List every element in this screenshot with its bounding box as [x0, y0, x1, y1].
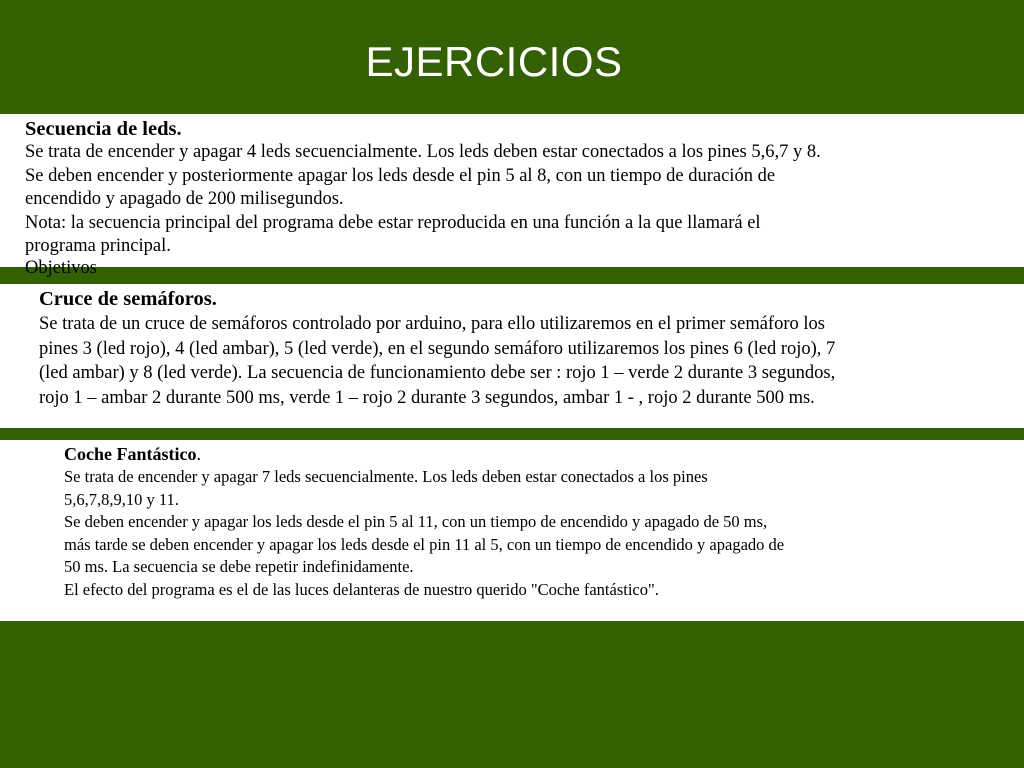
exercise-cut-off-line: Objetivos	[25, 257, 97, 278]
exercise-panel-secuencia-leds	[0, 114, 1024, 278]
exercise-text-line: Nota: la secuencia principal del programa debe estar reproducida en una función a la que llamará el	[25, 212, 761, 233]
exercise-text-line: Se trata de un cruce de semáforos controlado por arduino, para ello utilizaremos en el primer semáforo los	[39, 314, 825, 334]
exercise-text-line: 5,6,7,8,9,10 y 11.	[64, 489, 179, 509]
exercise-text-line: rojo 1 – ambar 2 durante 500 ms, verde 1 – rojo 2 durante 3 segundos, ambar 1 - , rojo 2 durante 500 ms.	[39, 387, 815, 408]
exercise-text-line: pines 3 (led rojo), 4 (led ambar), 5 (led verde), en el segundo semáforo utilizaremos los pines 6 (led rojo), 7	[39, 338, 836, 359]
exercise-text-line: El efecto del programa es el de las luces delanteras de nuestro querido "Coche fantástico".	[64, 579, 659, 599]
exercise-text-line: Se trata de encender y apagar 4 leds secuencialmente. Los leds deben estar conectados a los pines 5,6,7 y 8.	[25, 142, 821, 162]
exercise-text-line: 50 ms. La secuencia se debe repetir indefinidamente.	[64, 557, 414, 577]
exercise-heading: Secuencia de leds.	[25, 118, 182, 140]
exercise-heading-suffix: .	[196, 444, 201, 464]
exercise-text-line: encendido y apagado de 200 milisegundos.	[25, 189, 344, 209]
exercise-text-line: Se trata de encender y apagar 7 leds secuencialmente. Los leds deben estar conectados a los pines	[64, 467, 708, 486]
exercise-text-line: (led ambar) y 8 (led verde). La secuencia de funcionamiento debe ser : rojo 1 – verde 2 durante 3 segundos,	[39, 363, 836, 383]
slide-title: EJERCICIOS	[365, 38, 623, 85]
exercise-panel-coche-fantastico	[0, 440, 1024, 621]
exercise-text-line: Se deben encender y apagar los leds desde el pin 5 al 11, con un tiempo de encendido y apagado de 50 ms,	[64, 512, 768, 532]
exercise-text-line: programa principal.	[25, 236, 171, 256]
exercise-heading: Cruce de semáforos.	[39, 288, 217, 310]
exercise-heading-text: Coche Fantástico	[64, 444, 197, 464]
exercise-text-line: más tarde se deben encender y apagar los leds desde el pin 11 al 5, con un tiempo de encendido y apagado de	[64, 534, 785, 554]
exercise-heading	[64, 443, 1024, 466]
exercise-text-line: Se deben encender y posteriormente apagar los leds desde el pin 5 al 8, con un tiempo de duración de	[25, 165, 776, 186]
exercise-panel-cruce-semaforos	[0, 284, 1024, 428]
